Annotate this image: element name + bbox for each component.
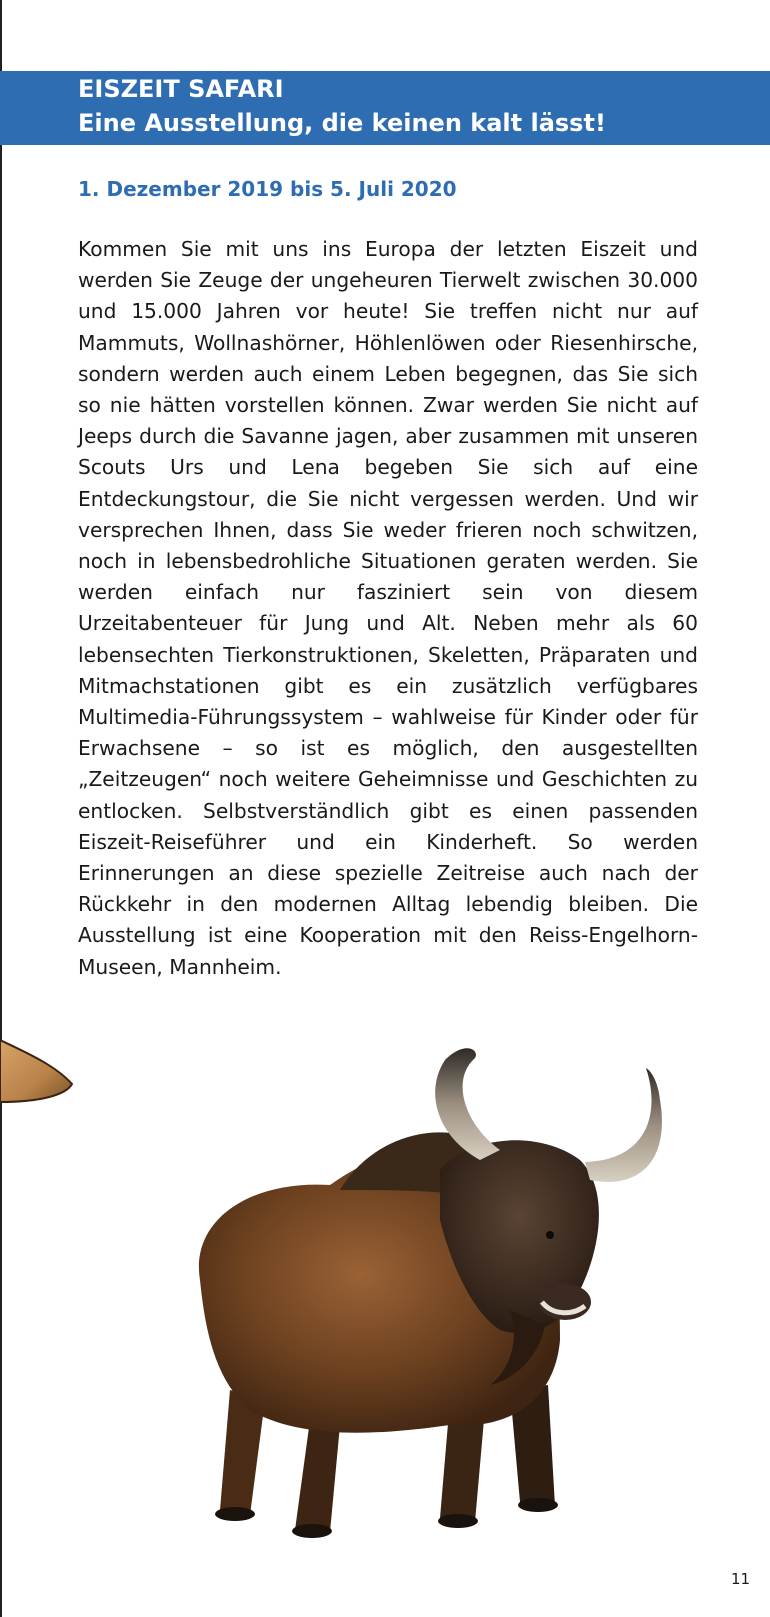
aurochs-image — [180, 1040, 700, 1555]
page-number: 11 — [731, 1570, 751, 1588]
tusk-image — [0, 1040, 80, 1120]
header-band — [0, 71, 770, 145]
body-paragraph: Kommen Sie mit uns ins Europa der letzten Eiszeit und werden Sie Zeuge der ungeheuren Tierwelt zwischen 30.000 und 15.000 Jahren vor heute! Sie treffen nicht nur auf Mammuts, Wollnashörner, Höhlenlöwen oder Riesenhirsche, sondern werden auch einem Leben begegnen, das Sie sich so nie hätten vorstellen können. Zwar werden Sie nicht auf Jeeps durch die Savanne jagen, aber zusammen mit unseren Scouts Urs und Lena begeben Sie sich auf eine Entdeckungstour, die Sie nicht vergessen werden. Und wir versprechen Ihnen, dass Sie weder frieren noch schwitzen, noch in lebensbedrohliche Situationen geraten werden. Sie werden einfach nur fasziniert sein von diesem Urzeitabenteuer für Jung und Alt. Neben mehr als 60 lebensechten Tierkonstruktionen, Skeletten, Präparaten und Mitmachstationen gibt es ein zusätzlich verfügbares Multimedia-Führungssystem – wahlweise für Kinder oder für Erwachsene – so ist es möglich, den ausgestellten „Zeitzeugen“ noch weitere Geheimnisse und Geschichten zu entlocken. Selbstverständlich gibt es einen passenden Eiszeit-Reiseführer und ein Kinderheft. So werden Erinnerungen an diese spezielle Zeitreise auch nach der Rückkehr in den modernen Alltag lebendig bleiben. Die Ausstellung ist eine Kooperation mit den Reiss-Engelhorn-Museen, Mannheim. — [78, 237, 698, 979]
page-title: EISZEIT SAFARI — [78, 75, 284, 103]
page-subtitle: Eine Ausstellung, die keinen kalt lässt! — [78, 109, 606, 137]
page-edge-rule — [0, 0, 2, 1617]
exhibition-dates: 1. Dezember 2019 bis 5. Juli 2020 — [78, 177, 457, 201]
